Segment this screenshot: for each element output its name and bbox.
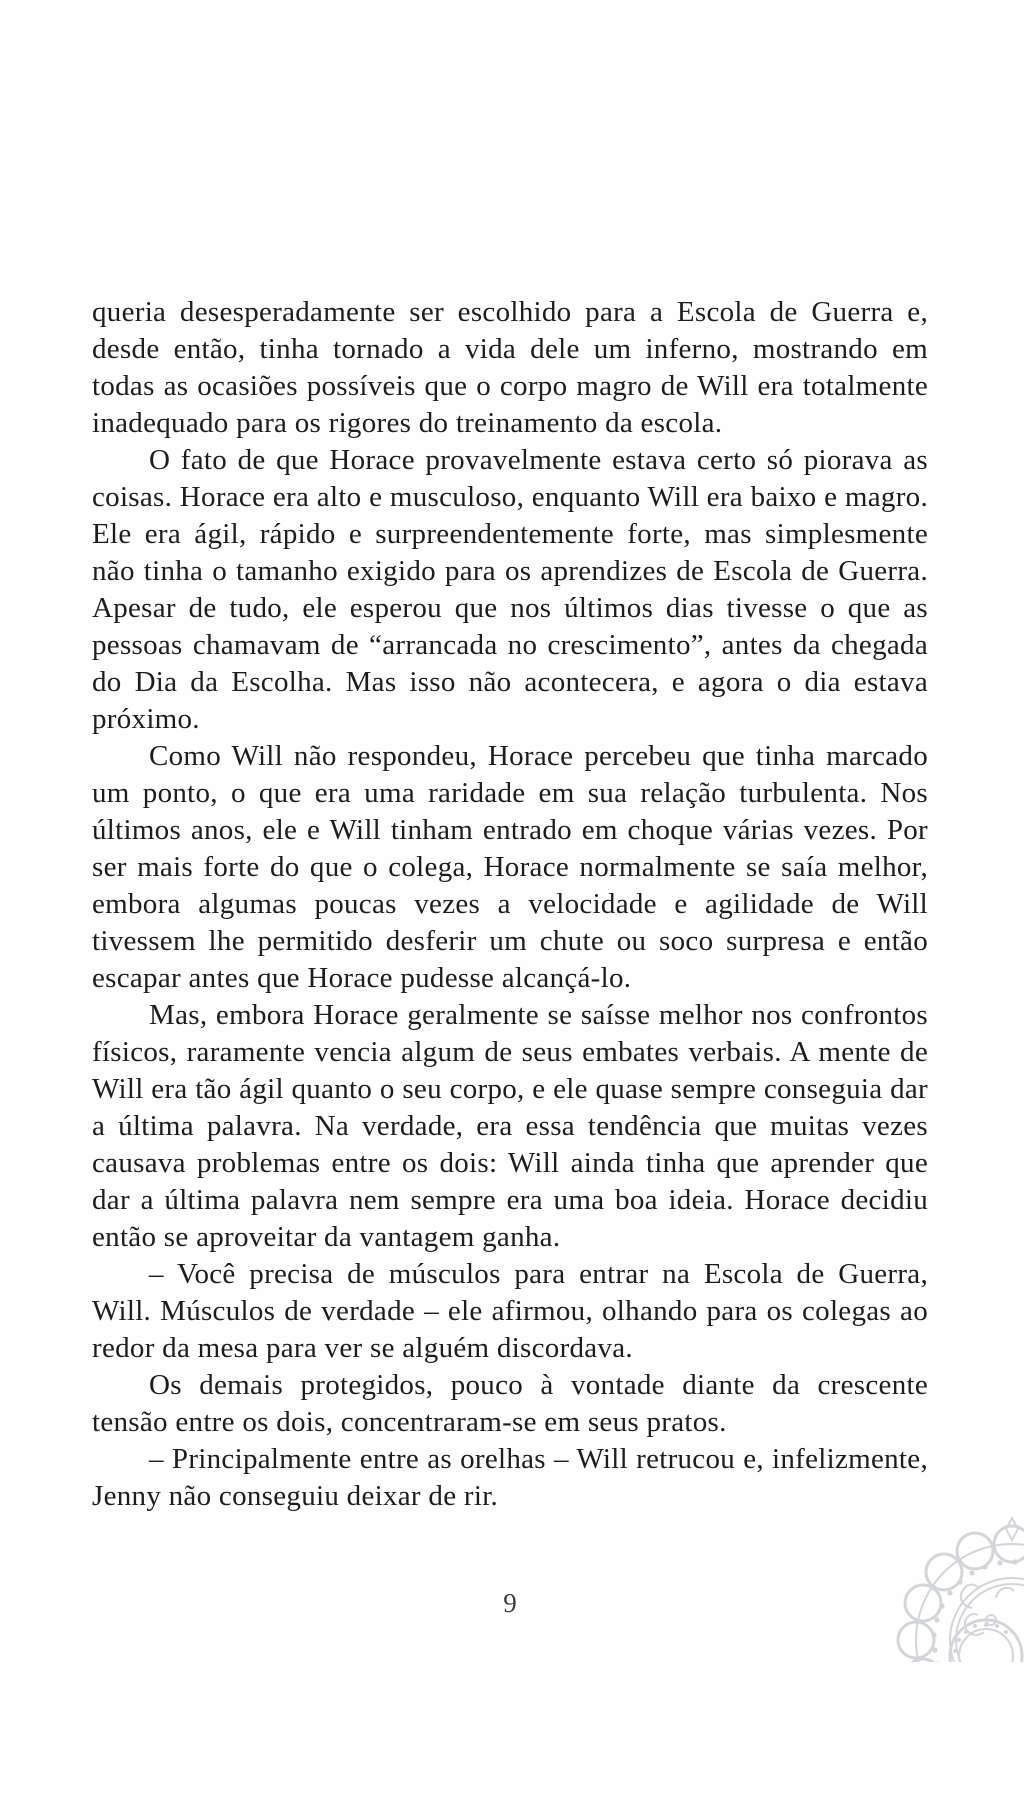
paragraph: O fato de que Horace provavelmente estava certo só piorava as coisas. Horace era alto e musculoso, enquanto Will era baixo e magro. Ele era ágil, rápido e surpreendentemente forte, mas simplesmente não tinha o tamanho exigido para os aprendizes de Escola de Guerra. Apesar de tudo, ele esperou que nos últimos dias tivesse o que as pessoas chamavam de “arrancada no crescimento”, antes da chegada do Dia da Escolha. Mas isso não acontecera, e agora o dia estava próximo.: [92, 444, 928, 735]
paragraph: – Principalmente entre as orelhas – Will retrucou e, infelizmente, Jenny não conseguiu deixar de rir.: [92, 1443, 928, 1512]
paragraph: Os demais protegidos, pouco à vontade diante da crescente tensão entre os dois, concentraram-se em seus pratos.: [92, 1369, 928, 1438]
paragraph: queria desesperadamente ser escolhido para a Escola de Guerra e, desde então, tinha tornado a vida dele um inferno, mostrando em todas as ocasiões possíveis que o corpo magro de Will era totalmente inadequado para os rigores do treinamento da escola.: [92, 296, 928, 439]
corner-rosette-ornament: [834, 1502, 1024, 1662]
paragraph: Como Will não respondeu, Horace percebeu que tinha marcado um ponto, o que era uma raridade em sua relação turbulenta. Nos últimos anos, ele e Will tinham entrado em choque várias vezes. Por ser mais forte do que o colega, Horace normalmente se saía melhor, embora algumas poucas vezes a velocidade e agilidade de Will tivessem lhe permitido desferir um chute ou soco surpresa e então escapar antes que Horace pudesse alcançá-lo.: [92, 740, 928, 994]
page-number: 9: [503, 1588, 517, 1618]
paragraph: Mas, embora Horace geralmente se saísse melhor nos confrontos físicos, raramente vencia algum de seus embates verbais. A mente de Will era tão ágil quanto o seu corpo, e ele quase sempre conseguia dar a última palavra. Na verdade, era essa tendência que muitas vezes causava problemas entre os dois: Will ainda tinha que aprender que dar a última palavra nem sempre era uma boa ideia. Horace decidiu então se aproveitar da vantagem ganha.: [92, 999, 928, 1253]
paragraph: – Você precisa de músculos para entrar na Escola de Guerra, Will. Músculos de verdade – ele afirmou, olhando para os colegas ao redor da mesa para ver se alguém discordava.: [92, 1258, 928, 1364]
page-text-block: [92, 294, 928, 1515]
